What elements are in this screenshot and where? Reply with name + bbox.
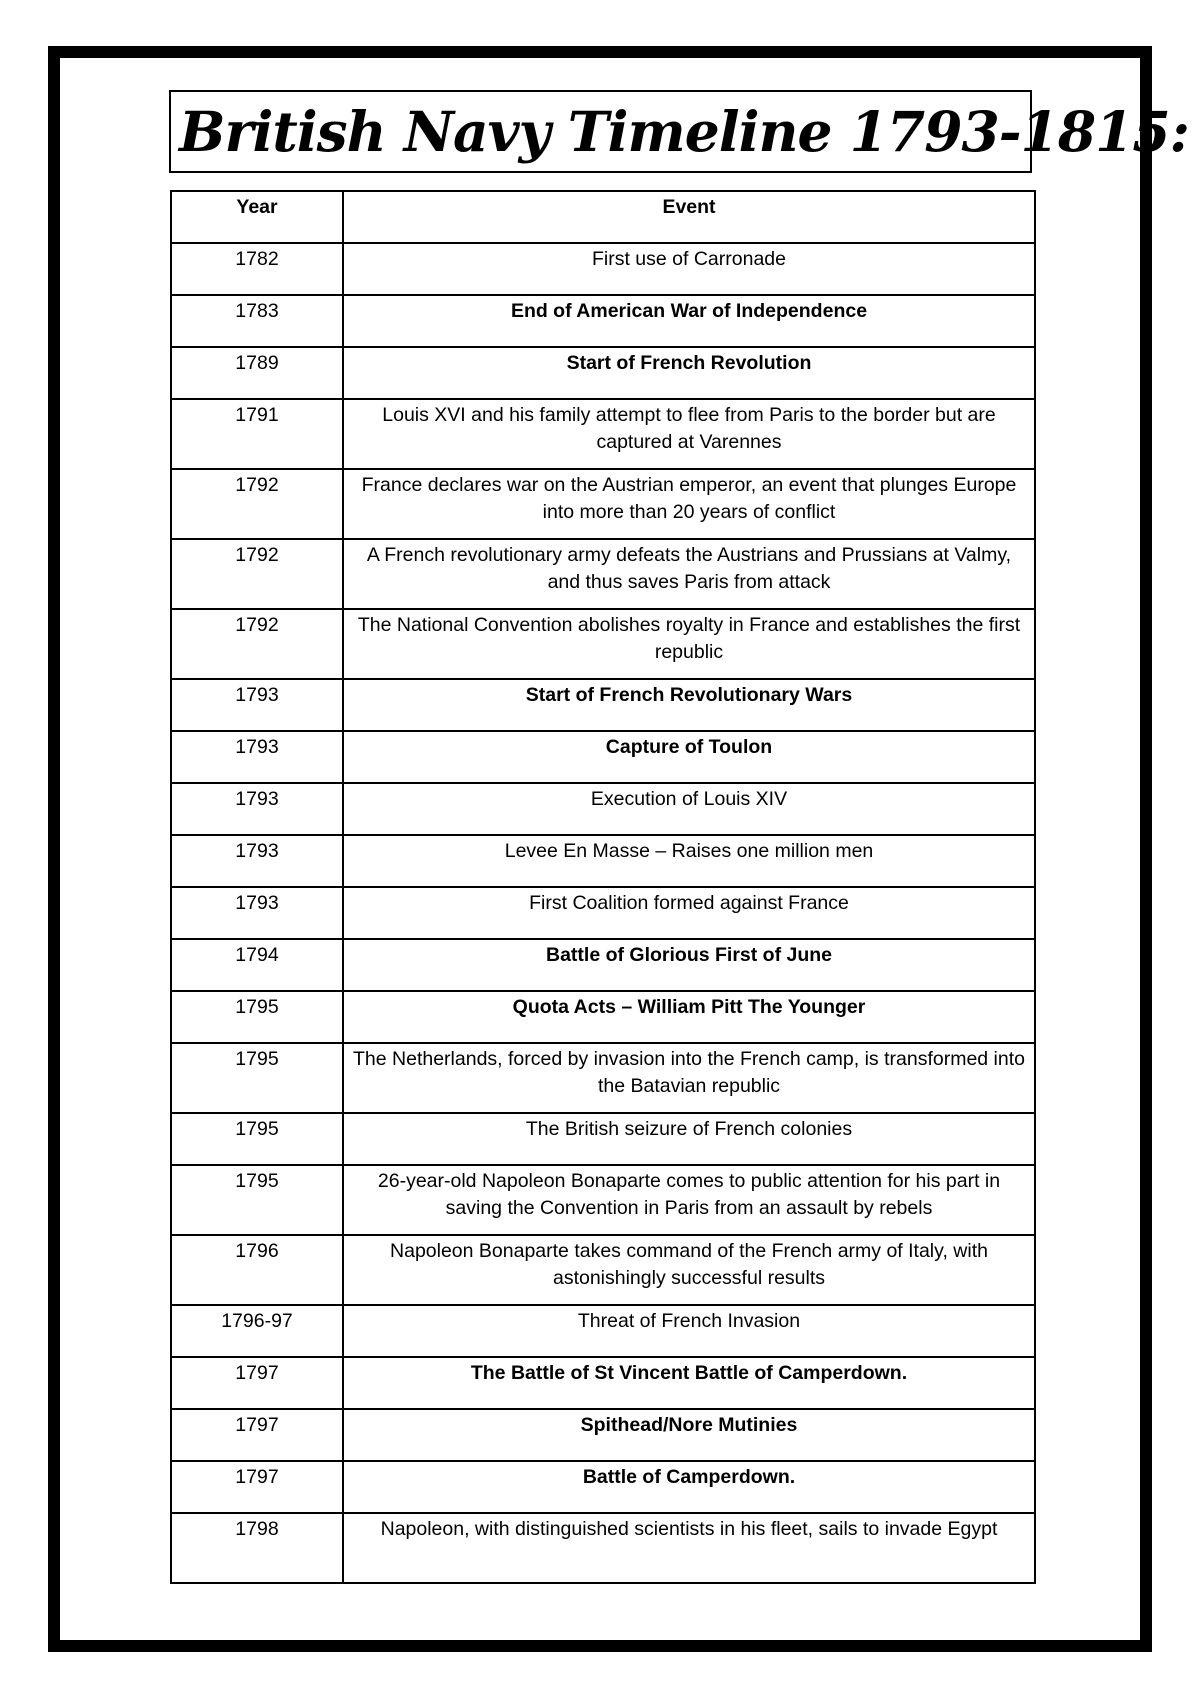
year-cell: 1798 bbox=[171, 1513, 343, 1583]
year-cell: 1793 bbox=[171, 731, 343, 783]
event-cell: First use of Carronade bbox=[343, 243, 1035, 295]
column-header-event: Event bbox=[343, 191, 1035, 243]
event-cell: France declares war on the Austrian emperor, an event that plunges Europe into more than 20 years of conflict bbox=[343, 469, 1035, 539]
table-row bbox=[171, 1409, 1035, 1461]
year-cell: 1795 bbox=[171, 991, 343, 1043]
table-row bbox=[171, 731, 1035, 783]
title-box bbox=[169, 90, 1189, 173]
table-header-row bbox=[171, 191, 1035, 243]
table-row bbox=[171, 1461, 1035, 1513]
table-row bbox=[171, 835, 1035, 887]
year-cell: 1793 bbox=[171, 783, 343, 835]
event-cell: The British seizure of French colonies bbox=[343, 1113, 1035, 1165]
year-cell: 1794 bbox=[171, 939, 343, 991]
year-cell: 1795 bbox=[171, 1113, 343, 1165]
event-cell: Battle of Camperdown. bbox=[343, 1461, 1035, 1513]
event-cell: End of American War of Independence bbox=[343, 295, 1035, 347]
table-row bbox=[171, 295, 1035, 347]
event-cell: Capture of Toulon bbox=[343, 731, 1035, 783]
year-cell: 1797 bbox=[171, 1357, 343, 1409]
event-cell: Louis XVI and his family attempt to flee from Paris to the border but are captured at Varennes bbox=[343, 399, 1035, 469]
table-row bbox=[171, 243, 1035, 295]
year-cell: 1789 bbox=[171, 347, 343, 399]
year-cell: 1797 bbox=[171, 1409, 343, 1461]
table-row bbox=[171, 1235, 1035, 1305]
year-cell: 1796-97 bbox=[171, 1305, 343, 1357]
table-row bbox=[171, 887, 1035, 939]
timeline-body bbox=[171, 243, 1035, 1583]
event-cell: Execution of Louis XIV bbox=[343, 783, 1035, 835]
event-cell: Napoleon, with distinguished scientists in his fleet, sails to invade Egypt bbox=[343, 1513, 1035, 1583]
year-cell: 1792 bbox=[171, 609, 343, 679]
table-row bbox=[171, 1357, 1035, 1409]
year-cell: 1791 bbox=[171, 399, 343, 469]
event-cell: The Battle of St Vincent Battle of Camperdown. bbox=[343, 1357, 1035, 1409]
event-cell: Start of French Revolution bbox=[343, 347, 1035, 399]
table-row bbox=[171, 783, 1035, 835]
event-cell: Battle of Glorious First of June bbox=[343, 939, 1035, 991]
table-row bbox=[171, 679, 1035, 731]
event-cell: First Coalition formed against France bbox=[343, 887, 1035, 939]
event-cell: Start of French Revolutionary Wars bbox=[343, 679, 1035, 731]
event-cell: Napoleon Bonaparte takes command of the French army of Italy, with astonishingly successful results bbox=[343, 1235, 1035, 1305]
event-cell: The National Convention abolishes royalty in France and establishes the first republic bbox=[343, 609, 1035, 679]
table-row bbox=[171, 1043, 1035, 1113]
year-cell: 1792 bbox=[171, 469, 343, 539]
year-cell: 1796 bbox=[171, 1235, 343, 1305]
table-row bbox=[171, 991, 1035, 1043]
event-cell: Levee En Masse – Raises one million men bbox=[343, 835, 1035, 887]
table-row bbox=[171, 347, 1035, 399]
year-cell: 1793 bbox=[171, 887, 343, 939]
year-cell: 1783 bbox=[171, 295, 343, 347]
year-cell: 1797 bbox=[171, 1461, 343, 1513]
table-row bbox=[171, 1305, 1035, 1357]
table-row bbox=[171, 399, 1035, 469]
page-title: British Navy Timeline 1793-1815: bbox=[179, 99, 1189, 164]
event-cell: Spithead/Nore Mutinies bbox=[343, 1409, 1035, 1461]
table-row bbox=[171, 469, 1035, 539]
year-cell: 1792 bbox=[171, 539, 343, 609]
event-cell: 26-year-old Napoleon Bonaparte comes to public attention for his part in saving the Convention in Paris from an assault by rebels bbox=[343, 1165, 1035, 1235]
event-cell: Quota Acts – William Pitt The Younger bbox=[343, 991, 1035, 1043]
year-cell: 1795 bbox=[171, 1165, 343, 1235]
table-row bbox=[171, 1513, 1035, 1583]
year-cell: 1793 bbox=[171, 835, 343, 887]
event-cell: Threat of French Invasion bbox=[343, 1305, 1035, 1357]
table-row bbox=[171, 539, 1035, 609]
year-cell: 1795 bbox=[171, 1043, 343, 1113]
column-header-year: Year bbox=[171, 191, 343, 243]
table-row bbox=[171, 1165, 1035, 1235]
year-cell: 1793 bbox=[171, 679, 343, 731]
year-cell: 1782 bbox=[171, 243, 343, 295]
timeline-table bbox=[170, 190, 1036, 1584]
table-row bbox=[171, 1113, 1035, 1165]
table-row bbox=[171, 609, 1035, 679]
event-cell: The Netherlands, forced by invasion into the French camp, is transformed into the Batavian republic bbox=[343, 1043, 1035, 1113]
table-row bbox=[171, 939, 1035, 991]
event-cell: A French revolutionary army defeats the Austrians and Prussians at Valmy, and thus saves Paris from attack bbox=[343, 539, 1035, 609]
